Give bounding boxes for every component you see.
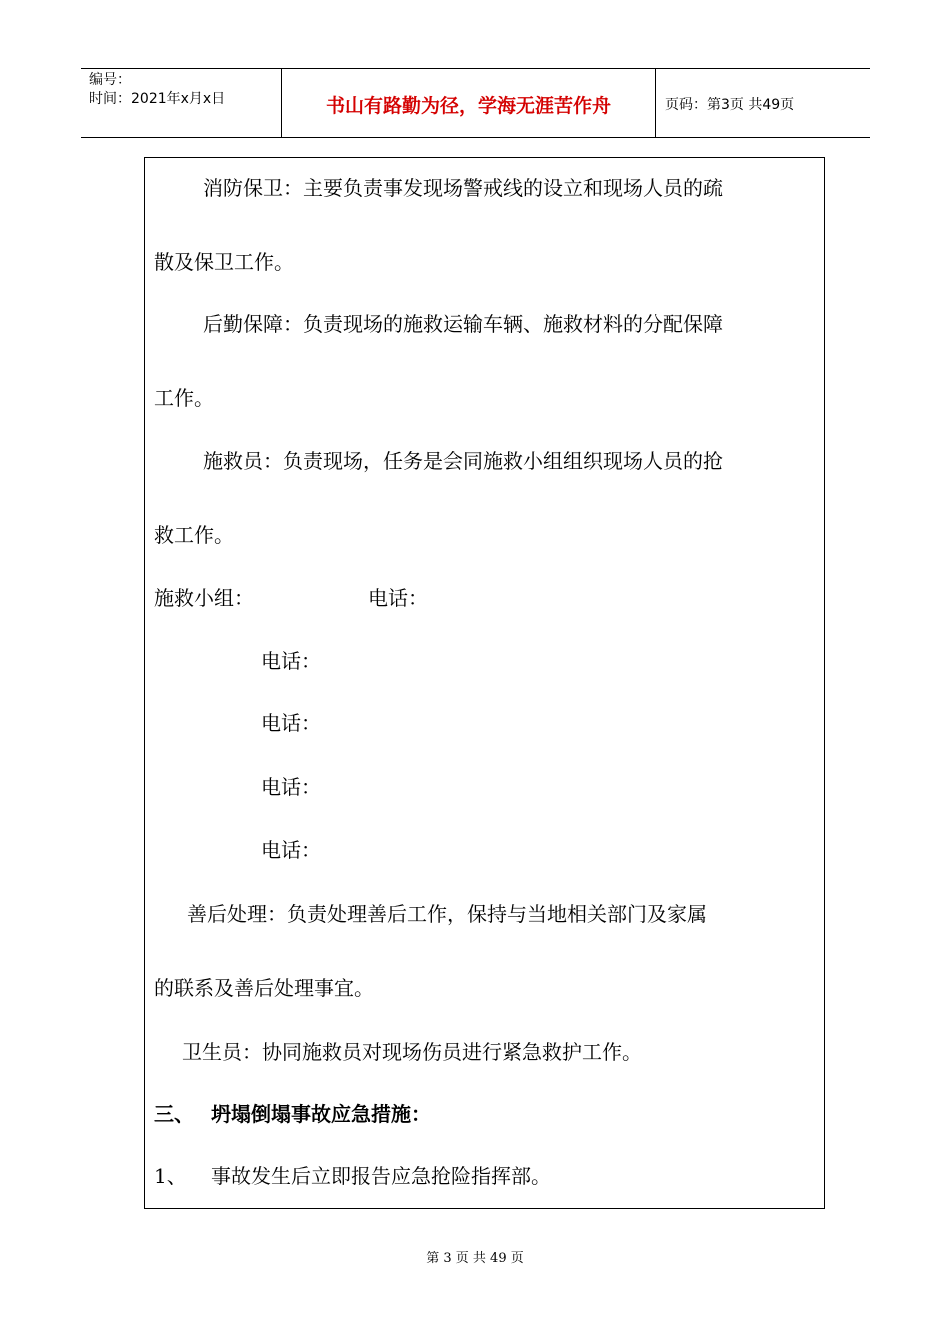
fire-security-line-1: 消防保卫：主要负责事发现场警戒线的设立和现场人员的疏 bbox=[203, 176, 723, 200]
phone-label: 电话： bbox=[261, 711, 321, 735]
rescuer-line-2: 救工作。 bbox=[154, 523, 234, 547]
content-box bbox=[144, 157, 825, 1209]
date-label: 时间：2021年x月x日 bbox=[89, 91, 226, 107]
aftermath-line-1: 善后处理：负责处理善后工作，保持与当地相关部门及家属 bbox=[187, 902, 707, 926]
section-3-number: 三、 bbox=[154, 1102, 194, 1126]
fire-security-line-2: 散及保卫工作。 bbox=[154, 250, 294, 274]
document-header bbox=[81, 68, 870, 138]
logistics-line-2: 工作。 bbox=[154, 386, 214, 410]
item-1-number: 1、 bbox=[154, 1164, 187, 1188]
header-page-cell bbox=[655, 69, 870, 137]
rescue-group-label: 施救小组： bbox=[154, 586, 254, 610]
medic-line: 卫生员：协同施救员对现场伤员进行紧急救护工作。 bbox=[182, 1040, 642, 1064]
aftermath-line-2: 的联系及善后处理事宜。 bbox=[154, 976, 374, 1000]
item-1-text: 事故发生后立即报告应急抢险指挥部。 bbox=[211, 1164, 551, 1188]
header-motto-cell bbox=[281, 69, 656, 137]
rescuer-line-1: 施救员：负责现场，任务是会同施救小组组织现场人员的抢 bbox=[203, 449, 723, 473]
phone-label: 电话： bbox=[368, 586, 428, 610]
motto-text: 书山有路勤为径，学海无涯苦作舟 bbox=[325, 95, 611, 117]
header-left-cell bbox=[81, 69, 281, 137]
serial-number-label: 编号： bbox=[89, 72, 131, 88]
phone-label: 电话： bbox=[261, 838, 321, 862]
page-footer: 第 3 页 共 49 页 bbox=[426, 1251, 524, 1266]
logistics-line-1: 后勤保障：负责现场的施救运输车辆、施救材料的分配保障 bbox=[203, 312, 723, 336]
phone-label: 电话： bbox=[261, 775, 321, 799]
section-3-title: 坍塌倒塌事故应急措施： bbox=[211, 1102, 431, 1126]
phone-label: 电话： bbox=[261, 649, 321, 673]
header-page-info: 页码：第3页 共49页 bbox=[665, 97, 795, 113]
